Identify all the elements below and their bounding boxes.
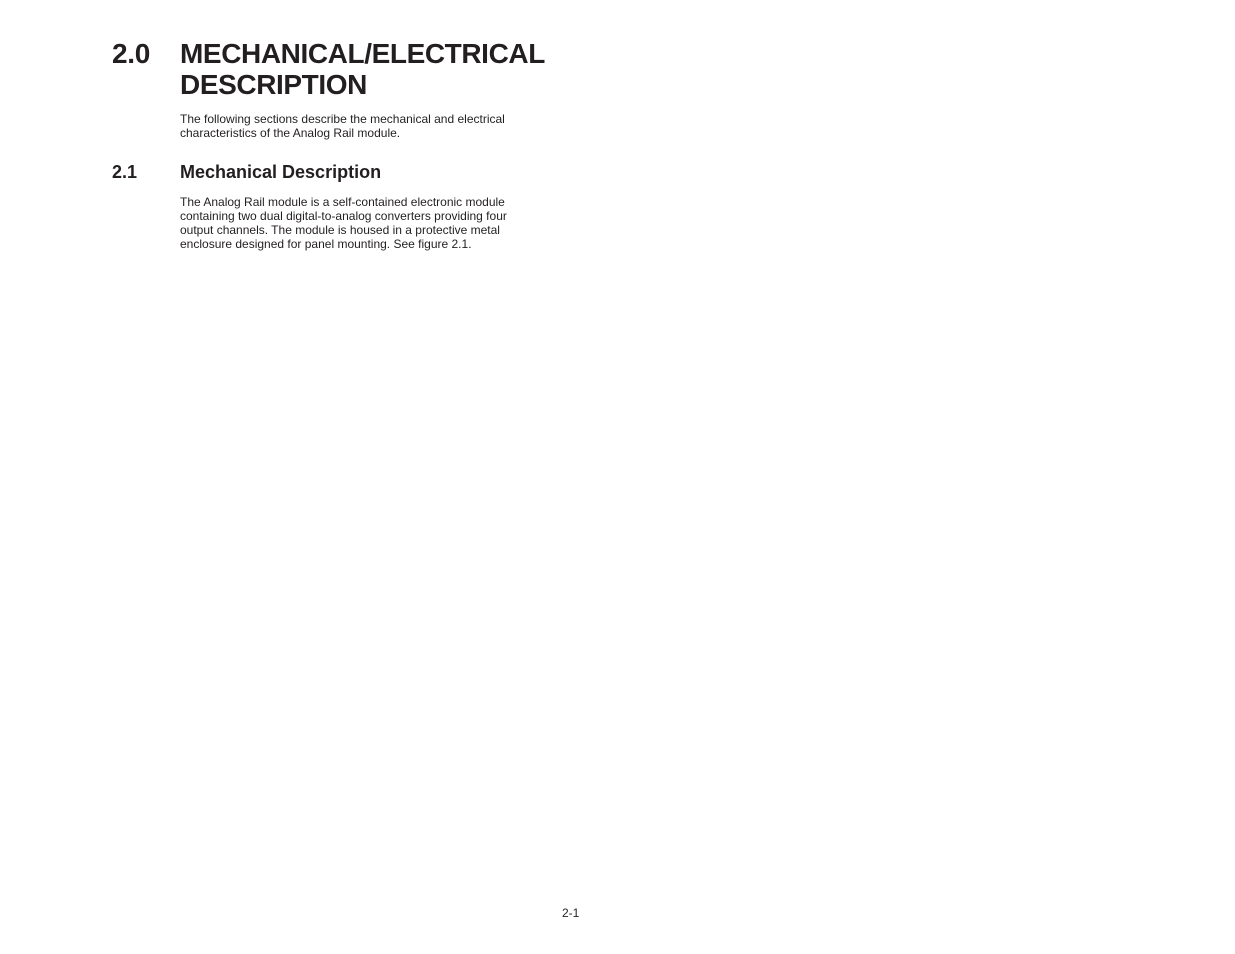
intro-line: The following sections describe the mechanical and electrical: [180, 112, 505, 126]
body-line: output channels. The module is housed in a protective metal: [180, 223, 500, 237]
page-number: 2-1: [562, 906, 580, 920]
subsection-title: Mechanical Description: [180, 162, 382, 182]
intro-line: characteristics of the Analog Rail module.: [180, 126, 401, 140]
section-title-line: MECHANICAL/ELECTRICAL: [180, 38, 545, 69]
section-title-line: DESCRIPTION: [180, 69, 367, 100]
subsection-body-paragraph: [180, 195, 540, 251]
body-line: The Analog Rail module is a self-contained electronic module: [180, 195, 505, 209]
body-line: enclosure designed for panel mounting. See figure 2.1.: [180, 237, 472, 251]
section-intro-paragraph: [180, 112, 540, 140]
body-line: containing two dual digital-to-analog converters providing four: [180, 209, 507, 223]
section-number: 2.0: [112, 38, 151, 69]
section-title: [180, 38, 600, 100]
subsection-number: 2.1: [112, 162, 138, 182]
